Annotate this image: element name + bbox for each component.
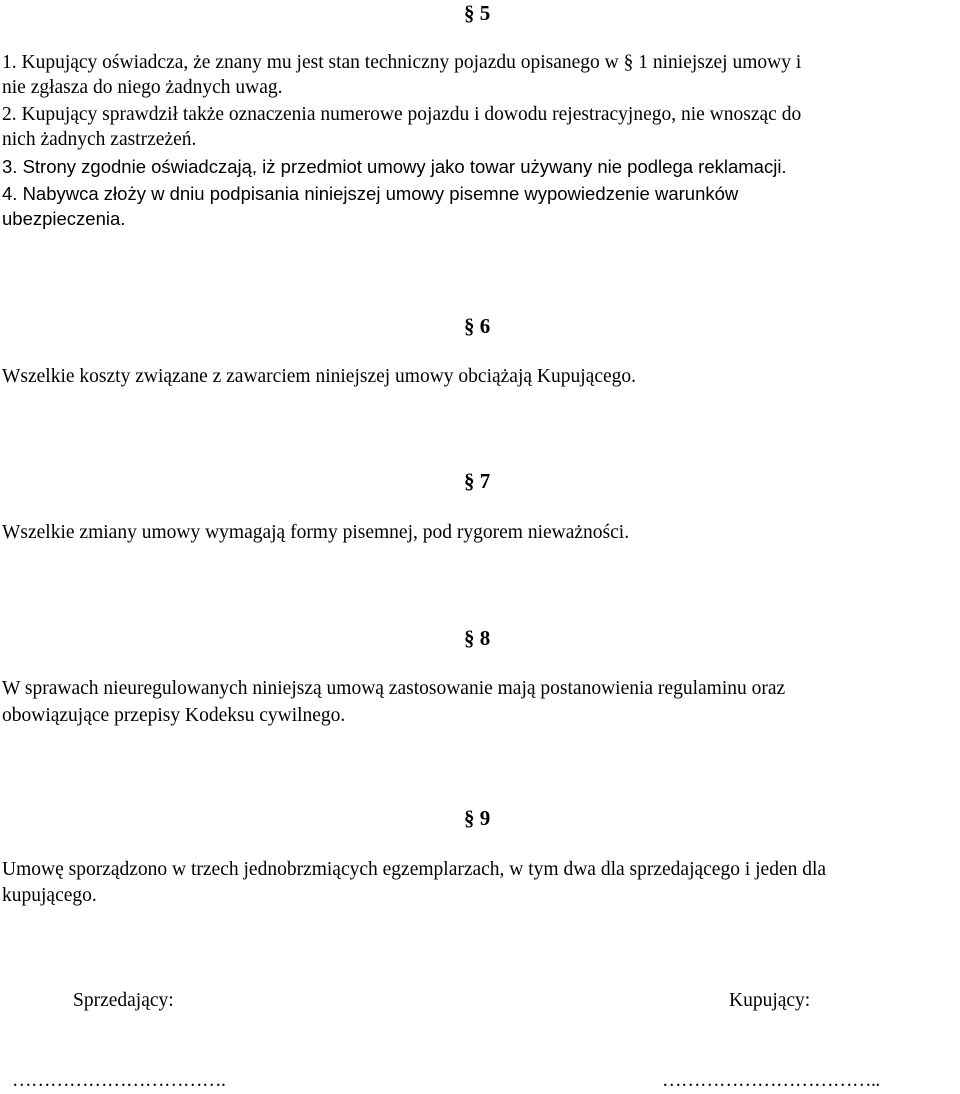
section-8-heading: § 8 xyxy=(464,626,491,650)
buyer-signature-label: Kupujący: xyxy=(729,990,811,1011)
section-7-line-1: Wszelkie zmiany umowy wymagają formy pisemnej, pod rygorem nieważności. xyxy=(2,522,630,543)
section-5-line-6: 4. Nabywca złoży w dniu podpisania niniejszej umowy pisemne wypowiedzenie warunków xyxy=(2,183,739,204)
section-7-heading: § 7 xyxy=(464,469,491,493)
section-5-line-2: nie zgłasza do niego żadnych uwag. xyxy=(2,77,283,98)
section-5-line-7: ubezpieczenia. xyxy=(2,208,126,229)
section-9-line-2: kupującego. xyxy=(2,885,97,906)
section-5-line-5: 3. Strony zgodnie oświadczają, iż przedmiot umowy jako towar używany nie podlega reklamacji. xyxy=(2,156,787,177)
section-9-line-1: Umowę sporządzono w trzech jednobrzmiących egzemplarzach, w tym dwa dla sprzedającego i jeden dla xyxy=(2,859,827,880)
section-5-line-4: nich żadnych zastrzeżeń. xyxy=(2,129,197,150)
section-5-line-1: 1. Kupujący oświadcza, że znany mu jest stan techniczny pojazdu opisanego w § 1 niniejszej umowy i xyxy=(2,52,802,73)
section-5-line-3: 2. Kupujący sprawdził także oznaczenia numerowe pojazdu i dowodu rejestracyjnego, nie wnosząc do xyxy=(2,104,802,125)
section-8-line-1: W sprawach nieuregulowanych niniejszą umową zastosowanie mają postanowienia regulaminu oraz xyxy=(2,678,786,699)
section-5-heading: § 5 xyxy=(464,1,491,25)
section-8-line-2: obowiązujące przepisy Kodeksu cywilnego. xyxy=(2,705,346,726)
seller-signature-line: ……………………………. xyxy=(12,1070,226,1091)
seller-signature-label: Sprzedający: xyxy=(73,990,174,1011)
section-6-heading: § 6 xyxy=(464,314,491,338)
section-9-heading: § 9 xyxy=(464,806,491,830)
buyer-signature-line: …………………………….. xyxy=(662,1070,880,1091)
section-6-line-1: Wszelkie koszty związane z zawarciem niniejszej umowy obciążają Kupującego. xyxy=(2,366,636,387)
